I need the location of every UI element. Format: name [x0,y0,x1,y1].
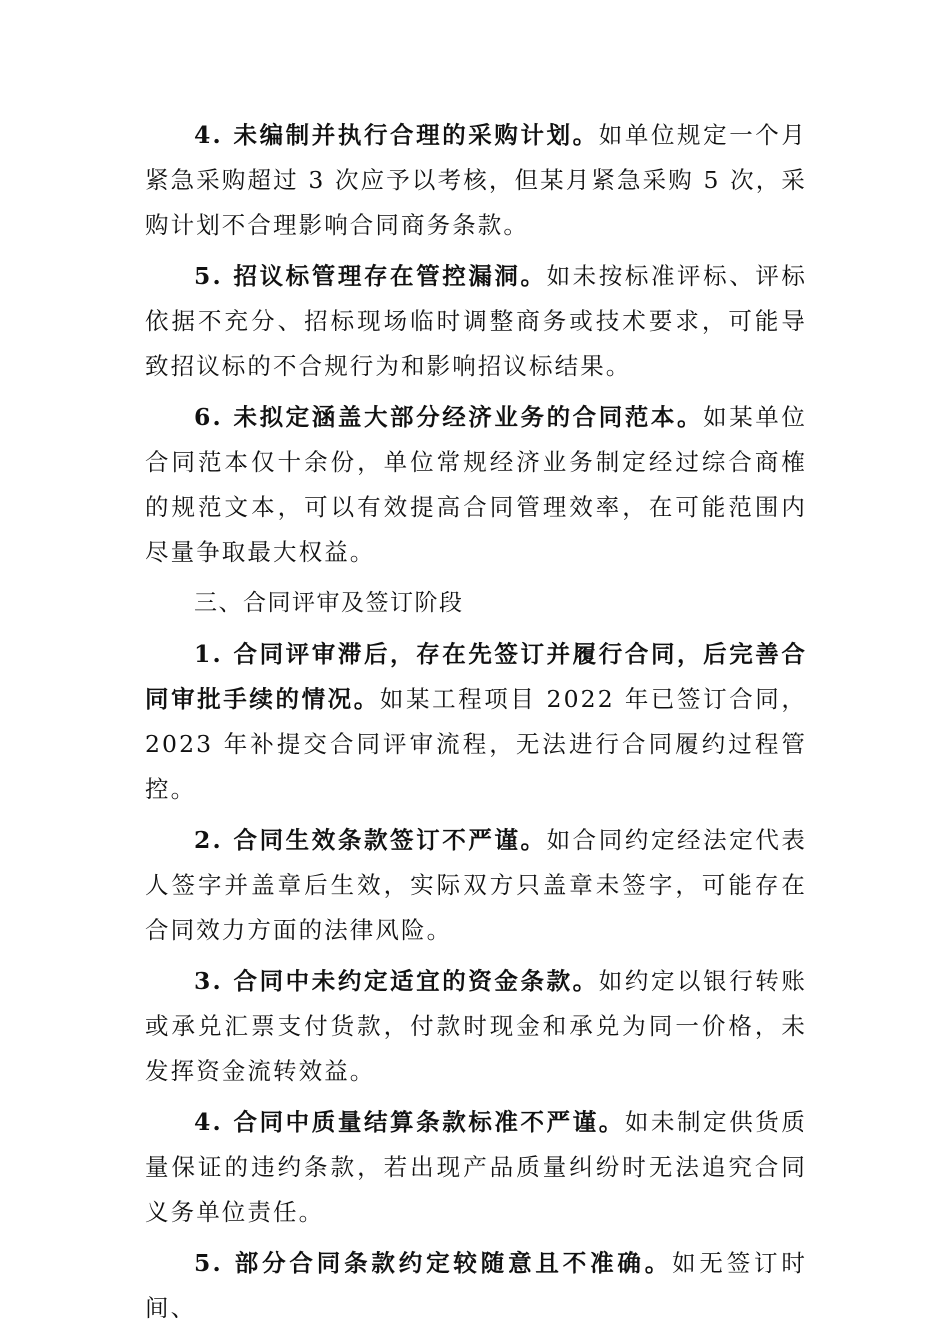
paragraph-lead: 2. 合同生效条款签订不严谨。 [194,826,547,854]
paragraph-item-5 [145,254,807,389]
paragraph-lead: 5. 部分合同条款约定较随意且不准确。 [194,1249,673,1277]
paragraph-body: 如未制定供货质量保证的违约条款，若出现产品质量纠纷时无法追究合同义务单位责任。 [145,1108,807,1226]
document-page [145,113,807,1337]
paragraph-body: 如某单位合同范本仅十余份，单位常规经济业务制定经过综合商榷的规范文本，可以有效提高合同管理效率，在可能范围内尽量争取最大权益。 [145,403,807,566]
paragraph-item-4 [145,113,807,248]
paragraph-lead: 6. 未拟定涵盖大部分经济业务的合同范本。 [194,403,704,431]
paragraph-lead: 1. 合同评审滞后，存在先签订并履行合同，后完善合同审批手续的情况。 [145,640,807,713]
paragraph-item-6 [145,395,807,575]
section-item-3 [145,959,807,1094]
section-item-4 [145,1100,807,1235]
section-item-5 [145,1241,807,1331]
paragraph-body: 如合同约定经法定代表人签字并盖章后生效，实际双方只盖章未签字，可能存在合同效力方面的法律风险。 [145,826,808,944]
paragraph-lead: 4. 合同中质量结算条款标准不严谨。 [194,1108,625,1136]
paragraph-lead: 5. 招议标管理存在管控漏洞。 [194,262,547,290]
paragraph-body: 如某工程项目 2022 年已签订合同，2023 年补提交合同评审流程，无法进行合同履约过程管控。 [145,685,807,803]
paragraph-body: 如单位规定一个月紧急采购超过 3 次应予以考核，但某月紧急采购 5 次，采购计划不合理影响合同商务条款。 [145,121,807,239]
paragraph-lead: 4. 未编制并执行合理的采购计划。 [194,121,599,149]
paragraph-body: 如无签订时间、 [145,1249,807,1322]
section-item-2 [145,818,807,953]
paragraph-body: 如未按标准评标、评标依据不充分、招标现场临时调整商务或技术要求，可能导致招议标的不合规行为和影响招议标结果。 [145,262,808,380]
paragraph-body: 如约定以银行转账或承兑汇票支付货款，付款时现金和承兑为同一价格，未发挥资金流转效益。 [145,967,807,1085]
section-item-1 [145,632,807,812]
paragraph-lead: 3. 合同中未约定适宜的资金条款。 [194,967,599,995]
section-heading: 三、合同评审及签订阶段 [194,590,464,616]
